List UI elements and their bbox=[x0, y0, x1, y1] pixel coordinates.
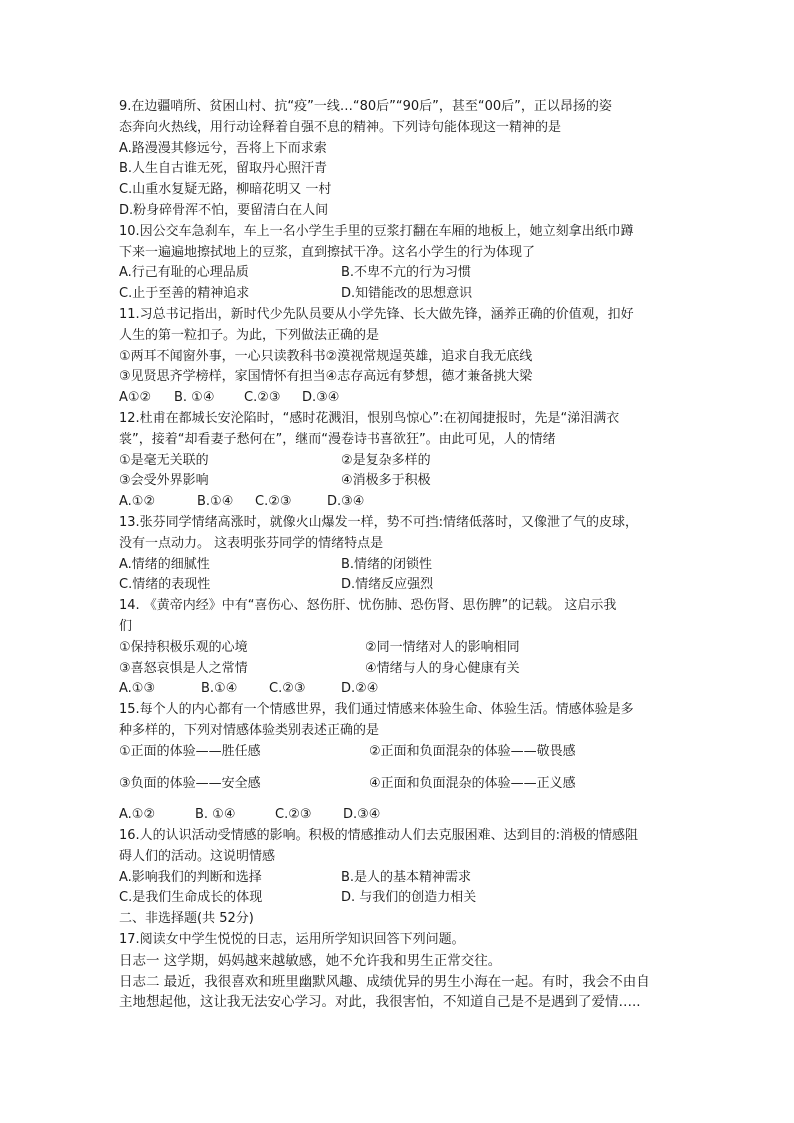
question-stem: 没有一点动力。 这表明张芬同学的情绪特点是 bbox=[119, 535, 384, 551]
section-non-choice bbox=[119, 909, 679, 1013]
question-stem: 9.在边疆哨所、贫困山村、抗“疫”一线…“80后”“90后”，甚至“00后”，正以昂扬的姿 bbox=[119, 99, 612, 114]
statement-1: ①正面的体验——胜任感 bbox=[119, 743, 261, 759]
question-14 bbox=[119, 596, 679, 700]
statement-2: ②是复杂多样的 bbox=[341, 452, 431, 468]
statement-line: ③见贤思齐学榜样，家国情怀有担当④志存高远有梦想，德才兼备挑大梁 bbox=[119, 369, 533, 385]
question-stem: 10.因公交车急刹车，车上一名小学生手里的豆浆打翻在车厢的地板上，她立刻拿出纸巾蹲 bbox=[119, 223, 634, 239]
option-a: A.①③ bbox=[119, 681, 156, 697]
question-9 bbox=[119, 97, 679, 222]
question-11 bbox=[119, 305, 679, 409]
option-a: A.影响我们的判断和选择 bbox=[119, 869, 262, 885]
statement-3: ③负面的体验——安全感 bbox=[119, 775, 261, 791]
statement-4: ④正面和负面混杂的体验——正义感 bbox=[369, 775, 576, 791]
option-a: A.路漫漫其修远兮，吾将上下而求索 bbox=[119, 140, 327, 156]
question-stem: 种多样的，下列对情感体验类别表述正确的是 bbox=[119, 722, 380, 738]
question-stem: 11.习总书记指出，新时代少先队员要从小学先锋、长大做先锋，涵养正确的价值观，扣好 bbox=[119, 306, 634, 322]
option-c: C.②③ bbox=[255, 494, 292, 510]
question-stem: 17.阅读女中学生悦悦的日志，运用所学知识回答下列问题。 bbox=[119, 932, 465, 948]
question-stem: 人生的第一粒扣子。为此，下列做法正确的是 bbox=[119, 327, 380, 343]
option-b: B.人生自古谁无死，留取丹心照汗青 bbox=[119, 161, 328, 177]
section-title: 二、非选择题(共 52分) bbox=[119, 911, 254, 927]
question-stem: 裳”，接着“却看妻子愁何在”，继而“漫卷诗书喜欲狂”。由此可见，人的情绪 bbox=[119, 431, 556, 447]
statement-2: ②正面和负面混杂的体验——敬畏感 bbox=[369, 743, 576, 759]
question-15 bbox=[119, 700, 679, 826]
diary-entry-2: 日志二 最近，我很喜欢和班里幽默风趣、成绩优异的男生小海在一起。有时，我会不由自 bbox=[119, 973, 650, 990]
option-d: D.粉身碎骨浑不怕，要留清白在人间 bbox=[119, 202, 329, 218]
diary-entry-2-cont: 主地想起他，这让我无法安心学习。对此，我很害怕，不知道自己是不是遇到了爱情….. bbox=[119, 994, 641, 1011]
question-13 bbox=[119, 513, 679, 596]
option-d: D.②④ bbox=[341, 681, 379, 697]
statement-line: ①两耳不闻窗外事，一心只读教科书②漠视常规逞英雄，追求自我无底线 bbox=[119, 348, 533, 364]
statement-3: ③喜怒哀惧是人之常情 bbox=[119, 660, 248, 676]
option-c: C.情绪的表现性 bbox=[119, 577, 211, 593]
option-b: B.情绪的闭锁性 bbox=[341, 556, 433, 572]
question-stem: 碍人们的活动。这说明情感 bbox=[119, 848, 276, 864]
option-a: A①② bbox=[119, 390, 152, 406]
statement-3: ③会受外界影响 bbox=[119, 473, 209, 489]
option-c: C.②③ bbox=[244, 390, 281, 406]
option-b: B.不卑不亢的行为习惯 bbox=[341, 265, 472, 281]
option-c: C.山重水复疑无路，柳暗花明又 一村 bbox=[119, 182, 332, 198]
option-d: D.③④ bbox=[343, 807, 381, 823]
option-c: C.止于至善的精神追求 bbox=[119, 286, 250, 302]
question-stem: 12.杜甫在都城长安沦陷时，“感时花溅泪，恨别鸟惊心”:在初闻捷报时，先是“涕泪满衣 bbox=[119, 410, 620, 426]
statement-2: ②同一情绪对人的影响相同 bbox=[365, 639, 520, 655]
question-stem: 下来一遍遍地擦拭地上的豆浆，直到擦拭干净。这名小学生的行为体现了 bbox=[119, 244, 536, 260]
option-d: D.情绪反应强烈 bbox=[341, 577, 434, 593]
option-c: C.②③ bbox=[269, 681, 306, 697]
options-row bbox=[119, 679, 679, 700]
question-12 bbox=[119, 409, 679, 513]
diary-entry-1: 日志一 这学期，妈妈越来越敏感，她不允许我和男生正常交往。 bbox=[119, 952, 502, 969]
question-stem: 16.人的认识活动受情感的影响。积极的情感推动人们去克服困难、达到目的:消极的情感阻 bbox=[119, 828, 639, 844]
question-stem: 14. 《黄帝内经》中有“喜伤心、怒伤肝、忧伤肺、恐伤肾、思伤脾”的记载。 这启示我 bbox=[119, 598, 617, 614]
option-a: A.行己有耻的心理品质 bbox=[119, 265, 249, 281]
option-c: C.②③ bbox=[275, 807, 312, 823]
options-row bbox=[119, 805, 679, 826]
option-d: D.③④ bbox=[302, 390, 340, 406]
statement-4: ④情绪与人的身心健康有关 bbox=[365, 660, 520, 676]
question-stem: 15.每个人的内心都有一个情感世界，我们通过情感来体验生命、体验生活。情感体验是多 bbox=[119, 702, 634, 718]
option-a: A.①② bbox=[119, 494, 156, 510]
statement-1: ①保持积极乐观的心境 bbox=[119, 639, 248, 655]
statement-4: ④消极多于积极 bbox=[341, 473, 431, 489]
option-a: A.情绪的细腻性 bbox=[119, 556, 210, 572]
question-16 bbox=[119, 826, 679, 909]
exam-page bbox=[119, 97, 679, 1013]
option-d: D.知错能改的思想意识 bbox=[341, 286, 473, 302]
question-stem: 态奔向火热线，用行动诠释着自强不息的精神。下列诗句能体现这一精神的是 bbox=[119, 119, 562, 135]
option-c: C.是我们生命成长的体现 bbox=[119, 890, 263, 906]
option-a: A.①② bbox=[119, 807, 156, 823]
options-row bbox=[119, 388, 679, 409]
question-stem: 13.张芬同学情绪高涨时，就像火山爆发一样，势不可挡:情绪低落时，又像泄了气的皮球， bbox=[119, 514, 639, 530]
question-stem: 们 bbox=[119, 618, 133, 634]
options-row bbox=[119, 492, 679, 513]
option-d: D.③④ bbox=[327, 494, 365, 510]
statement-1: ①是毫无关联的 bbox=[119, 452, 209, 468]
option-b: B.①④ bbox=[201, 681, 238, 697]
option-b: B.①④ bbox=[197, 494, 234, 510]
question-10 bbox=[119, 222, 679, 305]
option-b: B. ①④ bbox=[174, 390, 215, 406]
option-b: B. ①④ bbox=[195, 807, 236, 823]
option-d: D. 与我们的创造力相关 bbox=[341, 890, 477, 906]
option-b: B.是人的基本精神需求 bbox=[341, 869, 472, 885]
